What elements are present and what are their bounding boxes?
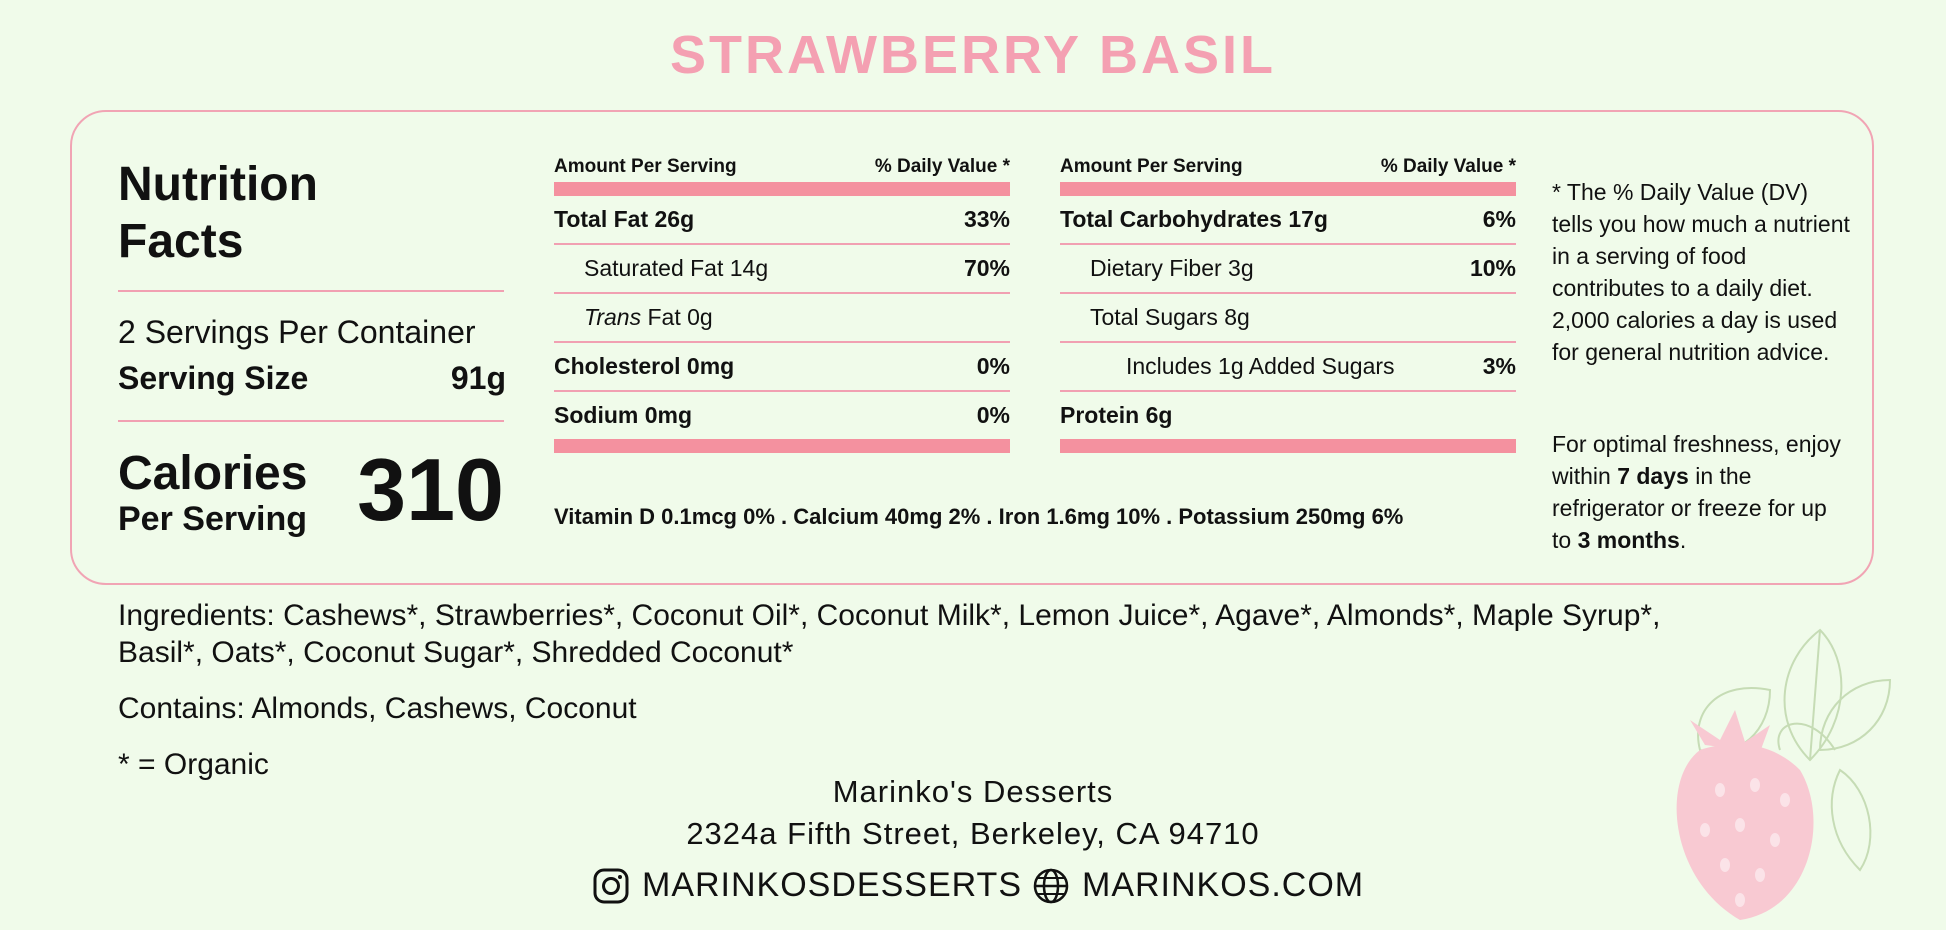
- divider: [118, 290, 504, 292]
- nutrient-label: Total Fat 26g: [554, 206, 695, 232]
- nutrient-label: Sodium 0mg: [554, 402, 693, 428]
- company-name: Marinko's Desserts: [832, 774, 1114, 809]
- divider: [118, 420, 504, 422]
- strawberry-basil-illustration: [1660, 600, 1946, 930]
- table-row: [1060, 343, 1516, 392]
- nutrient-label: [554, 304, 713, 331]
- nutrient-label: Includes 1g Added Sugars: [1126, 353, 1395, 379]
- table-row: [554, 294, 1010, 343]
- table-row: [1060, 294, 1516, 343]
- dv-header: % Daily Value *: [1380, 156, 1516, 177]
- daily-value-note: * The % Daily Value (DV) tells you how much a nutrient in a serving of food contributes to a daily diet. 2,000 calories a day is used for general nutrition advice.: [1552, 179, 1850, 365]
- trans-italic: Trans: [584, 304, 642, 330]
- table-row: [554, 245, 1010, 294]
- thick-rule: [1060, 182, 1516, 196]
- nutrient-dv: 6%: [1482, 206, 1516, 232]
- vitamins-minerals: Vitamin D 0.1mcg 0% . Calcium 40mg 2% . Iron 1.6mg 10% . Potassium 250mg 6%: [554, 504, 1404, 529]
- table-header: [554, 156, 1010, 182]
- nutrient-dv: 0%: [976, 353, 1010, 379]
- instagram-icon: [592, 867, 630, 905]
- servings-per-container: 2 Servings Per Container: [118, 314, 476, 350]
- freshness-days: 7 days: [1617, 463, 1689, 489]
- dv-header: % Daily Value *: [874, 156, 1010, 177]
- nutrient-dv: 10%: [1469, 255, 1516, 281]
- trans-label: Fat 0g: [641, 304, 713, 330]
- nutrient-label: Cholesterol 0mg: [554, 353, 735, 379]
- nutrient-table-right: [1060, 156, 1516, 453]
- amount-header: Amount Per Serving: [1060, 156, 1243, 177]
- table-row: [554, 196, 1010, 245]
- calories-label: Calories: [118, 447, 308, 500]
- table-row: [1060, 392, 1516, 439]
- thick-rule: [1060, 439, 1516, 453]
- company-address: 2324a Fifth Street, Berkeley, CA 94710: [686, 816, 1260, 851]
- freshness-note: [1552, 428, 1852, 556]
- amount-header: Amount Per Serving: [554, 156, 737, 177]
- serving-size-value: 91g: [450, 360, 506, 396]
- nutrient-label: Protein 6g: [1060, 402, 1173, 428]
- table-row: [554, 392, 1010, 439]
- thick-rule: [554, 439, 1010, 453]
- nutrient-label: Total Carbohydrates 17g: [1060, 206, 1328, 232]
- freshness-text: .: [1679, 527, 1687, 553]
- serving-size-label: Serving Size: [118, 360, 309, 396]
- table-row: [554, 343, 1010, 392]
- ingredients: Ingredients: Cashews*, Strawberries*, Coconut Oil*, Coconut Milk*, Lemon Juice*, Agave*, Almonds*, Maple Syrup*, Basil*, Oats*, Coconut Sugar*, Shredded Coconut*: [118, 599, 1661, 669]
- nutrient-label: Total Sugars 8g: [1090, 304, 1250, 330]
- organic-note: * = Organic: [118, 748, 269, 781]
- per-serving-label: Per Serving: [118, 500, 307, 538]
- product-title: STRAWBERRY BASIL: [669, 25, 1277, 85]
- nutrient-dv: 33%: [963, 206, 1010, 232]
- nutrient-label: Dietary Fiber 3g: [1090, 255, 1254, 281]
- website-link[interactable]: [1032, 866, 1364, 905]
- nutrient-dv: 0%: [976, 402, 1010, 428]
- nutrient-table-left: [554, 156, 1010, 453]
- website-text: MARINKOS.COM: [1082, 866, 1365, 904]
- nutrient-dv: 70%: [963, 255, 1010, 281]
- table-row: [1060, 245, 1516, 294]
- freshness-months: 3 months: [1577, 527, 1680, 553]
- nutrition-facts-heading: [118, 156, 318, 270]
- instagram-handle[interactable]: [592, 866, 1022, 905]
- allergens: Contains: Almonds, Cashews, Coconut: [118, 692, 637, 725]
- table-header: [1060, 156, 1516, 182]
- nutrient-dv: 3%: [1482, 353, 1516, 379]
- calories-value: 310: [357, 440, 504, 539]
- heading-line1: Nutrition: [118, 158, 318, 211]
- nutrient-label: Saturated Fat 14g: [584, 255, 769, 281]
- serving-size: [118, 360, 506, 397]
- freshness-text: For optimal freshness, enjoy within: [1552, 431, 1841, 489]
- table-row: [1060, 196, 1516, 245]
- instagram-text: MARINKOSDESSERTS: [642, 866, 1023, 904]
- globe-icon: [1032, 867, 1070, 905]
- thick-rule: [554, 182, 1010, 196]
- freshness-text: in the refrigerator or freeze for up to: [1552, 463, 1827, 553]
- heading-line2: Facts: [118, 215, 244, 268]
